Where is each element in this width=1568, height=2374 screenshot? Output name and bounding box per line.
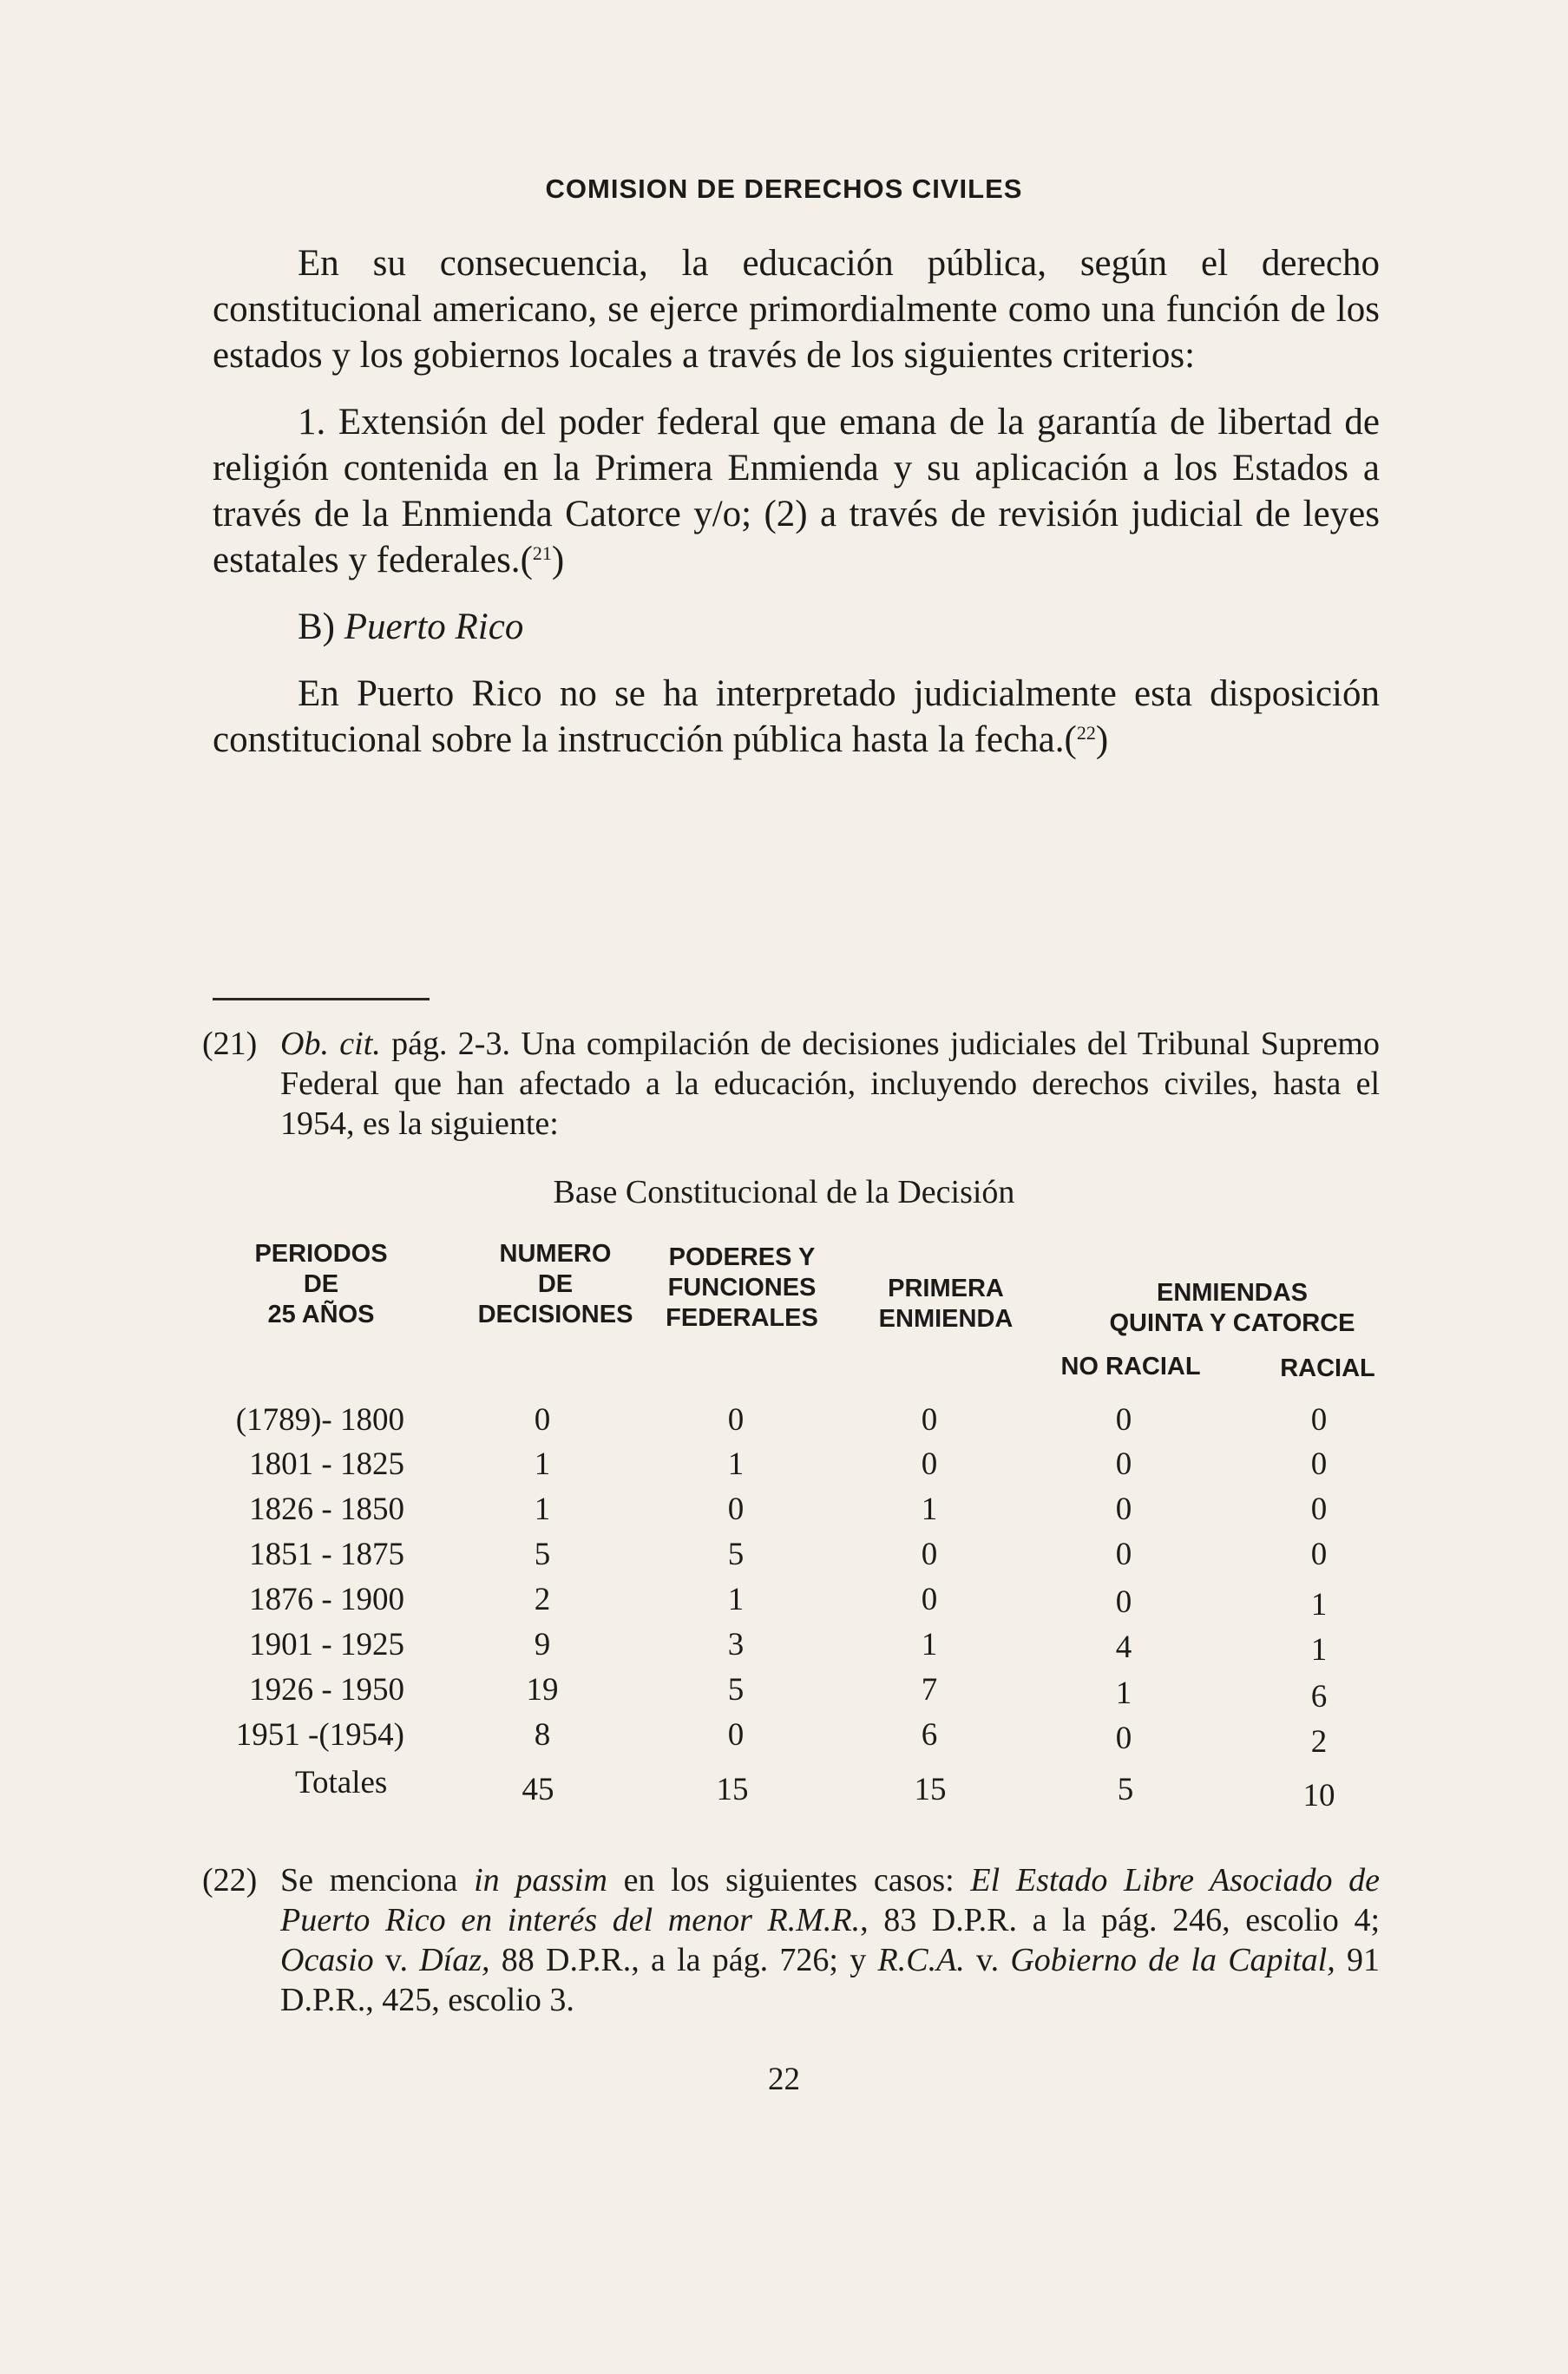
table-period-cell: 1951 -(1954) (235, 1717, 404, 1753)
table-cell-numero: 8 (534, 1717, 551, 1753)
table-period-cell: 1801 - 1825 (249, 1446, 404, 1482)
table-cell-primera: 0 (921, 1537, 938, 1572)
footnote-21-text (280, 1024, 1380, 1144)
table-cell-numero: 0 (534, 1402, 551, 1438)
italic-citation: R.C.A. (877, 1942, 965, 1978)
table-cell-no-racial: 0 (1115, 1402, 1132, 1438)
citation-text: v. (964, 1942, 1011, 1978)
table-period-cell: 1851 - 1875 (249, 1537, 404, 1572)
table-cell-racial: 0 (1310, 1537, 1328, 1572)
table-cell-primera: 0 (921, 1582, 938, 1617)
table-cell-poderes: 1 (727, 1582, 745, 1617)
table-period-cell: (1789)- 1800 (235, 1402, 404, 1438)
table-cell-no-racial: 4 (1115, 1630, 1132, 1665)
header-line: NUMERO (499, 1240, 612, 1268)
header-periodos (234, 1239, 408, 1330)
italic-citation: in passim (474, 1862, 607, 1899)
header-no-racial: NO RACIAL (1060, 1353, 1201, 1380)
footnote-21-body: pág. 2-3. Una compilación de decisiones judiciales del Tribunal Supremo Federal que han afectado a la educación, incluyendo derechos civiles, hasta el 1954, es la siguiente: (280, 1026, 1380, 1142)
total-numero: 45 (522, 1772, 554, 1807)
table-period-cell: 1876 - 1900 (249, 1582, 404, 1617)
table-caption: Base Constitucional de la Decisión (553, 1174, 1015, 1210)
citation-text: en los siguientes casos: (607, 1862, 971, 1899)
header-line: FUNCIONES (667, 1274, 817, 1302)
table-cell-poderes: 5 (727, 1672, 745, 1708)
table-cell-no-racial: 0 (1115, 1584, 1132, 1620)
table-cell-racial: 1 (1310, 1587, 1328, 1623)
header-line: DE (537, 1270, 574, 1298)
table-cell-primera: 0 (921, 1402, 938, 1438)
footnote-21-italic: Ob. cit. (280, 1026, 381, 1062)
body-paragraphs (213, 240, 1380, 763)
italic-citation: Díaz, (419, 1942, 490, 1978)
table-cell-primera: 0 (921, 1446, 938, 1482)
page-number: 22 (768, 2062, 800, 2097)
paragraph-1: En su consecuencia, la educación pública, según el derecho constitucional americano, se ejerce primordialmente como una función de los estados y los gobiernos locales a través de los siguientes criterios: (213, 243, 1380, 376)
header-line: PRIMERA (888, 1275, 1004, 1302)
paragraph-2: 1. Extensión del poder federal que emana de la garantía de libertad de religión contenida en la Primera Enmienda y su aplicación a los Estados a través de la Enmienda Catorce y/o; (2) a través de revisión judicial de leyes estatales y federales.($^{21}$) (213, 402, 1380, 580)
table-cell-racial: 0 (1310, 1446, 1328, 1482)
citation-text: v. (373, 1942, 420, 1978)
total-poderes: 15 (716, 1772, 749, 1807)
table-cell-poderes: 1 (727, 1446, 745, 1482)
footnote-ref-21[interactable]: 21 (532, 542, 552, 564)
table-cell-primera: 1 (921, 1492, 938, 1527)
table-cell-primera: 1 (921, 1627, 938, 1662)
table-cell-numero: 1 (534, 1446, 551, 1482)
footnote-21-number: (21) (202, 1026, 258, 1062)
table-cell-poderes: 0 (727, 1402, 745, 1438)
header-line: 25 AÑOS (267, 1301, 375, 1328)
table-cell-numero: 5 (534, 1537, 551, 1572)
header-line: DECISIONES (477, 1301, 633, 1328)
table-cell-no-racial: 0 (1115, 1721, 1132, 1756)
table-cell-racial: 0 (1310, 1492, 1328, 1527)
header-line: QUINTA Y CATORCE (1109, 1309, 1355, 1337)
paragraph-3-text: En Puerto Rico no se ha interpretado judicialmente esta disposición constitucional sobre la instrucción pública hasta la fecha. (213, 673, 1380, 760)
table-cell-no-racial: 0 (1115, 1446, 1132, 1482)
footnote-ref-22[interactable]: 22 (1076, 722, 1096, 744)
table-cell-numero: 19 (526, 1672, 559, 1708)
header-line: PERIODOS (254, 1240, 388, 1268)
running-header: COMISION DE DERECHOS CIVILES (545, 174, 1023, 204)
italic-citation: Gobierno de la Capital, (1010, 1942, 1335, 1978)
header-primera (859, 1274, 1033, 1335)
citation-text: 91 D.P.R., 425, escolio 3. (280, 1942, 1380, 2018)
table-cell-racial: 2 (1310, 1724, 1328, 1760)
total-racial: 10 (1302, 1778, 1335, 1813)
total-no-racial: 5 (1117, 1772, 1134, 1807)
table-cell-poderes: 0 (727, 1492, 745, 1527)
header-line: ENMIENDAS (1156, 1279, 1308, 1307)
paragraph-3: En Puerto Rico no se ha interpretado judicialmente esta disposición constitucional sobre la instrucción pública hasta la fecha.($^{22}$) (213, 673, 1380, 760)
table-period-cell: 1901 - 1925 (249, 1627, 404, 1662)
header-numero (469, 1239, 642, 1330)
italic-citation: Ocasio (280, 1942, 374, 1978)
header-enmiendas (1033, 1278, 1432, 1339)
table-cell-numero: 9 (534, 1627, 551, 1662)
table-cell-primera: 7 (921, 1672, 938, 1708)
section-heading (213, 604, 1380, 650)
table-cell-numero: 2 (534, 1582, 551, 1617)
table-cell-no-racial: 1 (1115, 1676, 1132, 1711)
header-racial: RACIAL (1280, 1354, 1375, 1382)
footnote-22-text (280, 1860, 1380, 2020)
table-cell-racial: 6 (1310, 1679, 1328, 1715)
table-cell-poderes: 0 (727, 1717, 745, 1753)
header-poderes (655, 1243, 829, 1334)
italic-citation: El Estado Libre Asociado de Puerto Rico en interés del menor R.M.R. (280, 1862, 1381, 1938)
citation-text: 88 D.P.R., a la pág. 726; y (489, 1942, 878, 1978)
table-cell-racial: 0 (1310, 1402, 1328, 1438)
totals-label: Totales (295, 1765, 388, 1800)
table-cell-no-racial: 0 (1115, 1537, 1132, 1572)
table-cell-no-racial: 0 (1115, 1492, 1132, 1527)
table-cell-poderes: 3 (727, 1627, 745, 1662)
section-title: Puerto Rico (344, 607, 524, 647)
citation-text: , 83 D.P.R. a la pág. 246, escolio 4; (860, 1902, 1381, 1938)
table-cell-racial: 1 (1310, 1632, 1328, 1668)
header-line: DE (303, 1270, 339, 1298)
header-line: FEDERALES (666, 1304, 818, 1332)
footnote-22-number: (22) (202, 1862, 258, 1899)
table-cell-poderes: 5 (727, 1537, 745, 1572)
header-line: PODERES Y (668, 1243, 816, 1271)
table-cell-numero: 1 (534, 1492, 551, 1527)
total-primera: 15 (914, 1772, 947, 1807)
footnote-22 (202, 1860, 1380, 2020)
section-letter: B) (298, 607, 335, 647)
header-line: ENMIENDA (878, 1305, 1014, 1333)
footnote-separator (213, 998, 430, 1000)
table-period-cell: 1926 - 1950 (249, 1672, 404, 1708)
citation-text: Se menciona (280, 1862, 475, 1899)
table-cell-primera: 6 (921, 1717, 938, 1753)
paragraph-2-text: 1. Extensión del poder federal que emana de la garantía de libertad de religión contenida en la Primera Enmienda y su aplicación a los Estados a través de la Enmienda Catorce y/o; (2) a través de revisión judicial de leyes estatales y federales. (213, 402, 1380, 580)
table-period-cell: 1826 - 1850 (249, 1492, 404, 1527)
footnote-21 (202, 1024, 1380, 1144)
